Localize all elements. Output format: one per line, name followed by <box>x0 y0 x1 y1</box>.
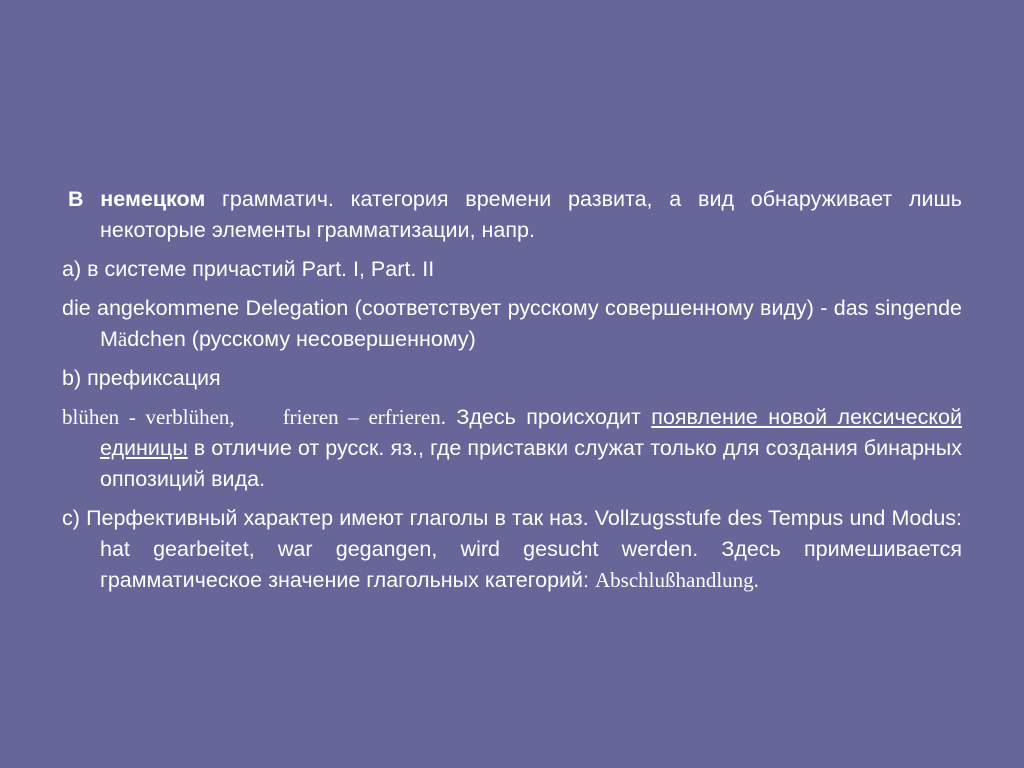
paragraph-participle-examples <box>62 293 962 355</box>
slide-body <box>62 184 962 604</box>
term-abschlusshandlung: Abschlußhandlung. <box>595 568 759 592</box>
participle-example-text-end: dchen (русскому несовершенному) <box>127 327 476 351</box>
underlined-phrase: появление новой лексической единицы <box>100 405 962 460</box>
perfective-text: c) Перфективный характер имеют глаголы в так наз. Vollzugsstufe des Tempus und Modus: hat gearbeitet, war gegangen, wird gesucht werden. Здесь примешивается грамматическое значение глагольных категорий: <box>62 506 962 592</box>
paragraph-perfective <box>62 503 962 596</box>
intro-text: грамматич. категория времени развита, а вид обнаруживает лишь некоторые элементы грамматизации, напр. <box>100 187 962 242</box>
prefix-explanation-end: в отличие от русск. яз., где приставки служат только для создания бинарных оппозиций вида. <box>100 436 962 491</box>
paragraph-intro <box>62 184 962 246</box>
example-frieren: frieren – erfrieren. <box>282 405 446 429</box>
paragraph-participles: а) в системе причастий Part. I, Part. II <box>62 257 435 281</box>
example-bluehen: blühen - verblühen, <box>62 405 235 429</box>
paragraph-prefixation: b) префиксация <box>62 366 221 390</box>
umlaut-letter: ä <box>117 327 128 351</box>
prefix-explanation: Здесь происходит <box>445 405 652 429</box>
participle-example-text: die angekommene Delegation (соответствует русскому совершенному виду) - das singende M <box>62 296 962 351</box>
paragraph-prefix-examples <box>62 402 962 495</box>
intro-bold-phrase: В немецком <box>68 187 206 211</box>
